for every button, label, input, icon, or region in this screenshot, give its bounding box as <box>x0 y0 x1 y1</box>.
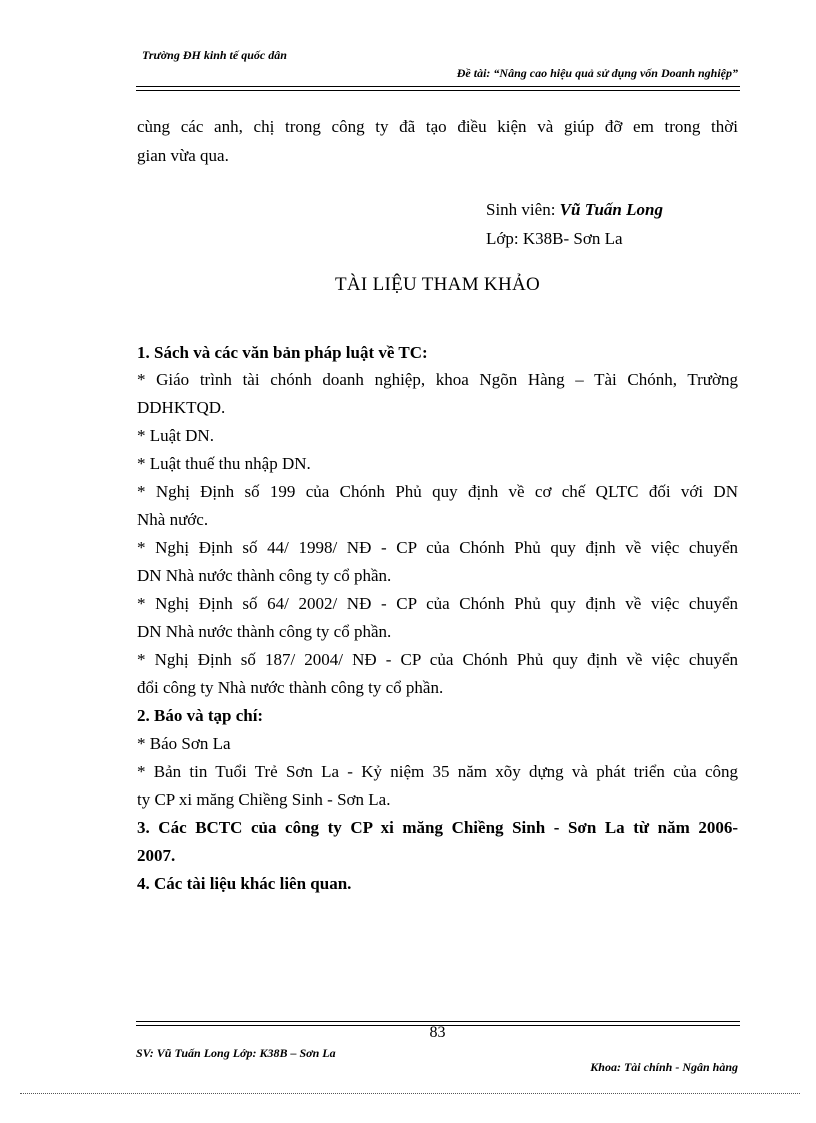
ref-line: * Nghị Định số 199 của Chónh Phủ quy định về cơ chế QLTC đối với DN <box>137 482 738 501</box>
footer-faculty: Khoa: Tài chính - Ngân hàng <box>590 1060 738 1074</box>
header-thesis-title: Đề tài: “Nâng cao hiệu quả sử dụng vốn Doanh nghiệp” <box>456 66 738 80</box>
ref-line: ty CP xi măng Chiềng Sinh - Sơn La. <box>137 790 391 809</box>
section-1-heading: 1. Sách và các văn bản pháp luật về TC: <box>137 343 428 362</box>
ref-line: * Báo Sơn La <box>137 734 231 753</box>
section-2-heading: 2. Báo và tạp chí: <box>137 706 264 725</box>
student-name: Vũ Tuấn Long <box>559 200 663 219</box>
header-rule <box>136 86 740 91</box>
ref-line: DN Nhà nước thành công ty cổ phần. <box>137 622 392 641</box>
intro-line-1: cùng các anh, chị trong công ty đã tạo điều kiện và giúp đỡ em trong thời <box>137 117 738 136</box>
header-school: Trường ĐH kinh tế quốc dân <box>142 48 287 62</box>
signature-student <box>486 197 663 223</box>
page-number: 83 <box>429 1024 446 1041</box>
references-title: TÀI LIỆU THAM KHẢO <box>334 274 541 295</box>
section-4-heading: 4. Các tài liệu khác liên quan. <box>137 874 352 893</box>
ref-line: DN Nhà nước thành công ty cổ phần. <box>137 566 392 585</box>
ref-line: * Nghị Định số 44/ 1998/ NĐ - CP của Chónh Phủ quy định về việc chuyển <box>137 538 738 557</box>
footer-student: SV: Vũ Tuấn Long Lớp: K38B – Sơn La <box>136 1046 336 1060</box>
ref-line: * Luật DN. <box>137 426 214 445</box>
section-3-heading-cont: 2007. <box>137 846 176 865</box>
ref-line: DDHKTQD. <box>137 398 226 417</box>
section-3-heading: 3. Các BCTC của công ty CP xi măng Chiềng Sinh - Sơn La từ năm 2006- <box>137 818 738 837</box>
ref-line: * Giáo trình tài chónh doanh nghiệp, khoa Ngõn Hàng – Tài Chónh, Trường <box>137 370 738 389</box>
ref-line: * Luật thuế thu nhập DN. <box>137 454 311 473</box>
ref-line: * Bản tin Tuổi Trẻ Sơn La - Kỷ niệm 35 năm xõy dựng và phát triển của công <box>137 762 738 781</box>
intro-line-2: gian vừa qua. <box>137 146 229 165</box>
ref-line: * Nghị Định số 187/ 2004/ NĐ - CP của Chónh Phủ quy định về việc chuyển <box>137 650 738 669</box>
signature-class: Lớp: K38B- Sơn La <box>486 229 623 248</box>
student-label: Sinh viên: <box>486 200 560 219</box>
ref-line: đổi công ty Nhà nước thành công ty cổ phần. <box>137 678 444 697</box>
ref-line: Nhà nước. <box>137 510 209 529</box>
ref-line: * Nghị Định số 64/ 2002/ NĐ - CP của Chónh Phủ quy định về việc chuyển <box>137 594 738 613</box>
page-bottom-border <box>20 1093 800 1094</box>
